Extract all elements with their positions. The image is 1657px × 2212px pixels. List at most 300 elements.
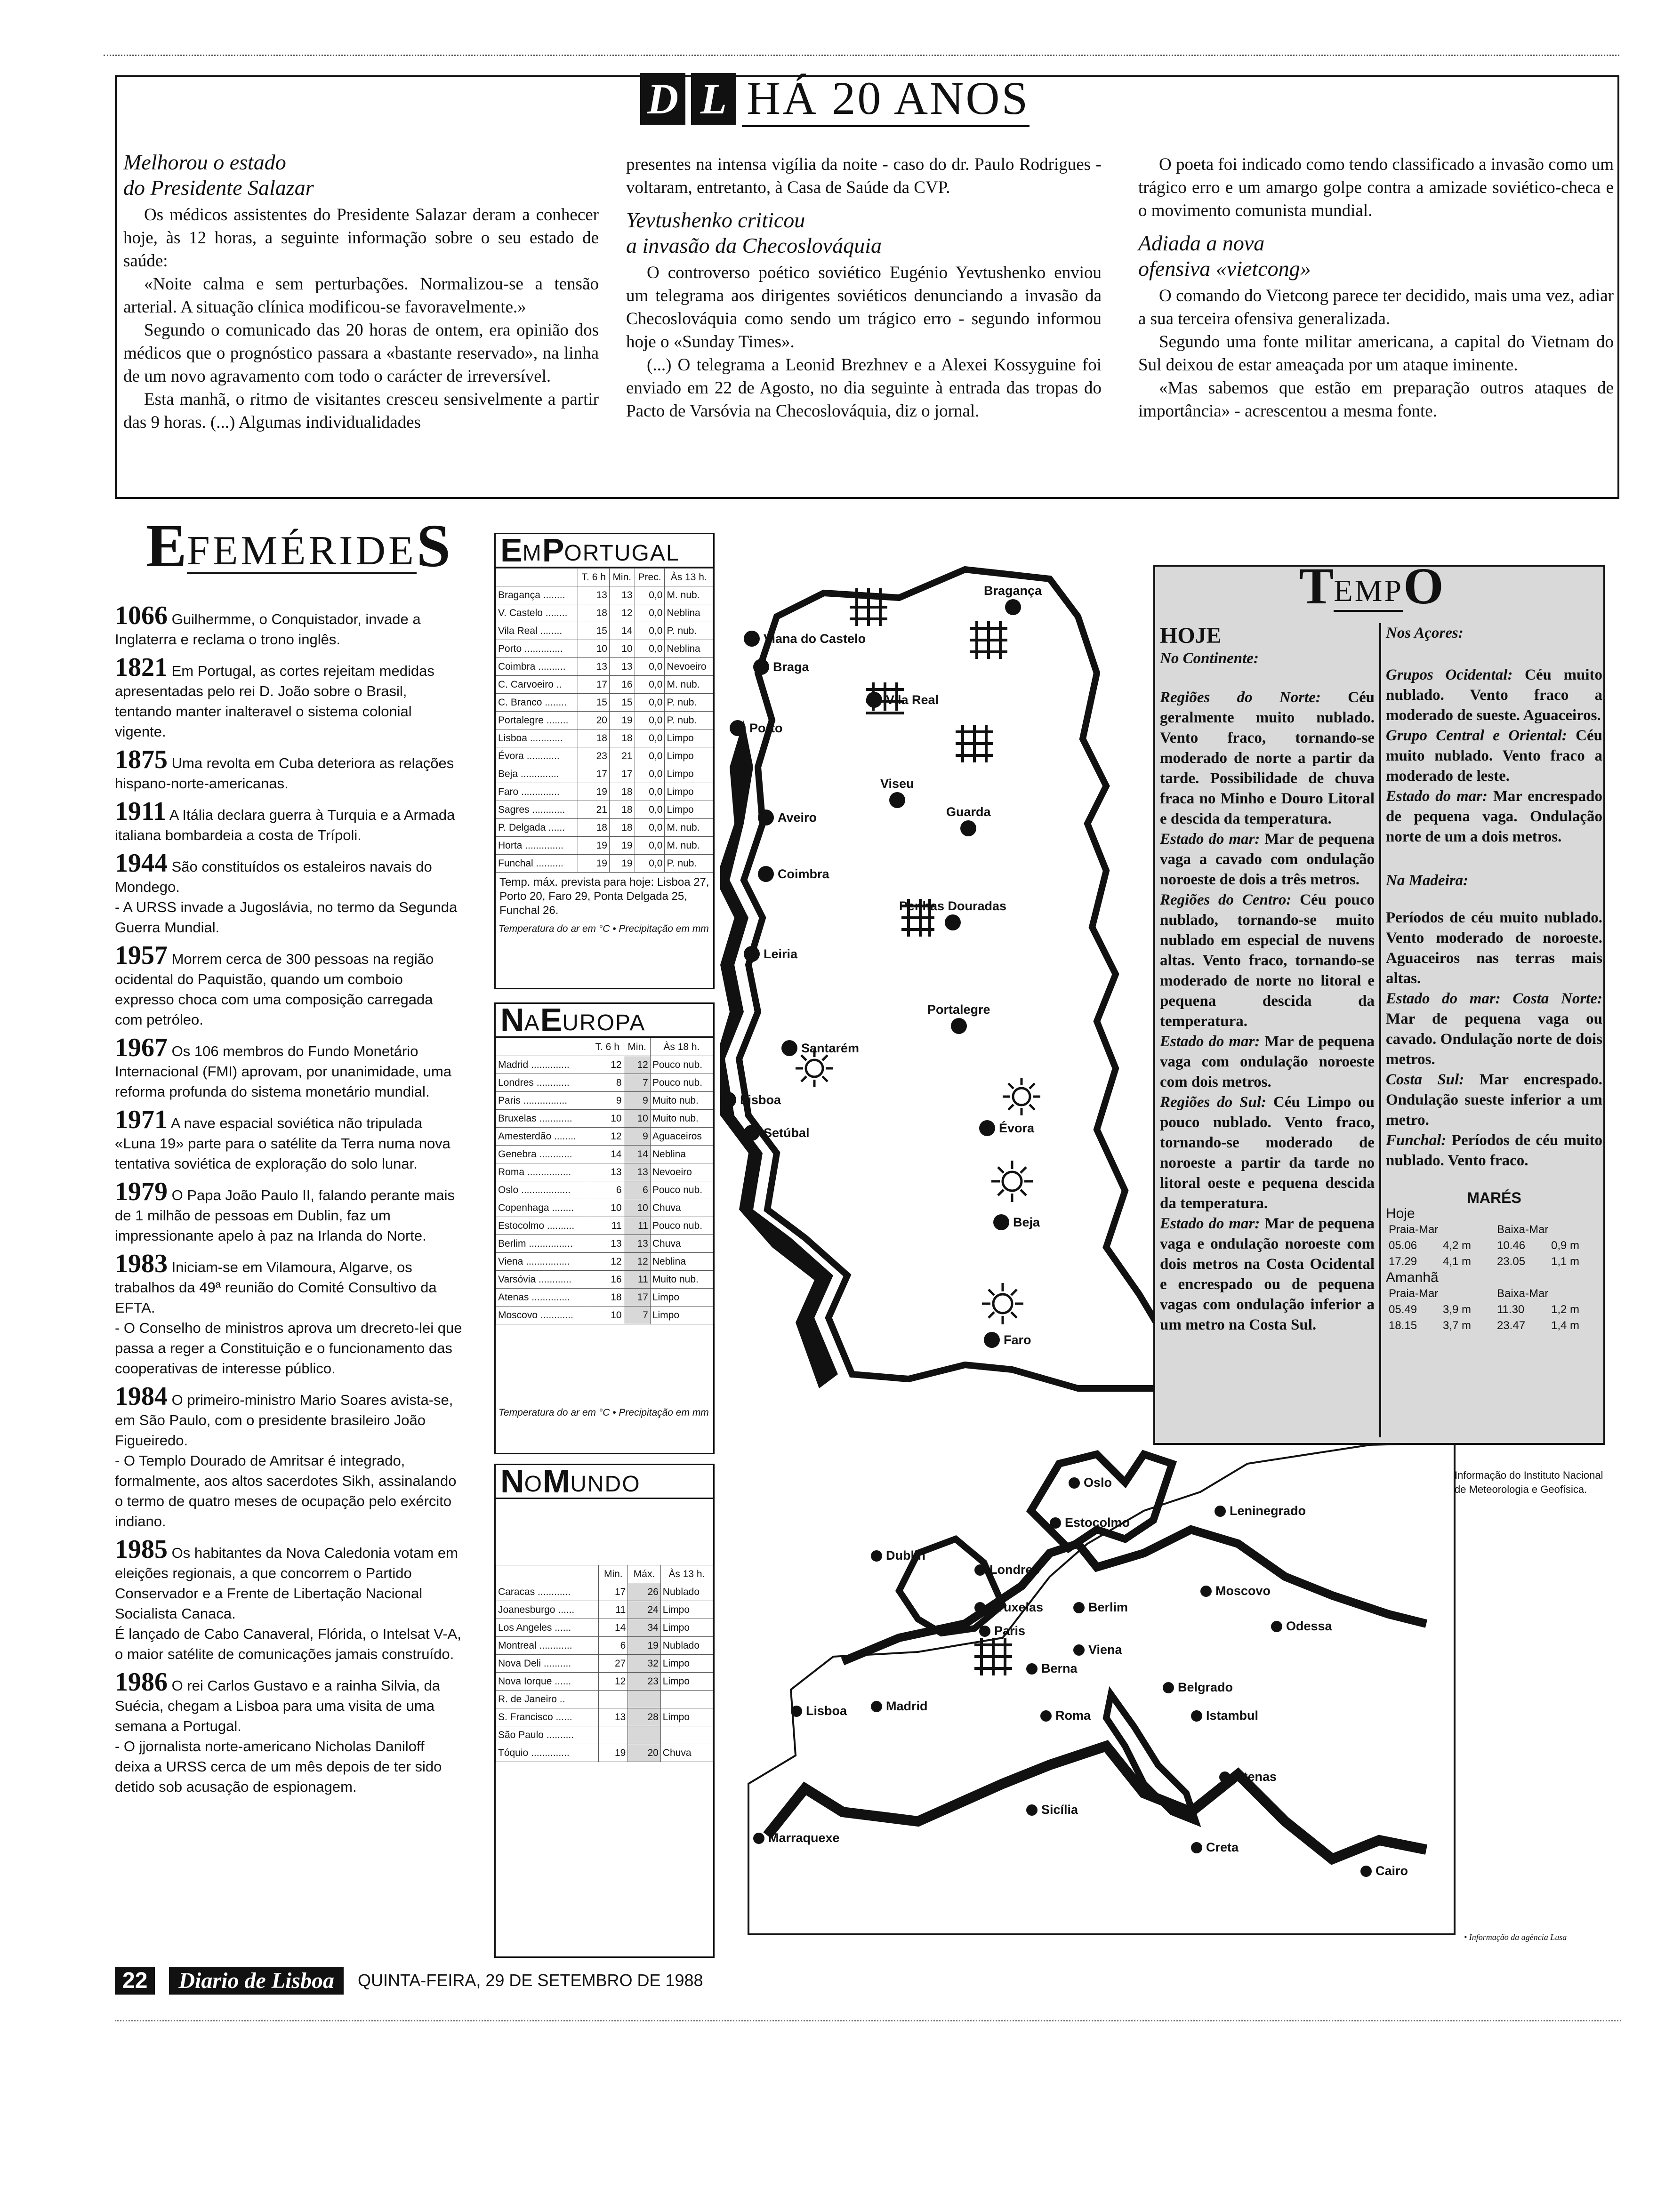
table-cell	[599, 1726, 628, 1744]
table-cell: 16	[609, 676, 635, 694]
table-cell: M. nub.	[665, 586, 713, 604]
forecast-paragraph	[1386, 1070, 1602, 1130]
efemeride-item	[115, 746, 463, 793]
city-dot	[1026, 1804, 1038, 1816]
table-row	[496, 676, 713, 694]
table-cell: 19	[628, 1637, 660, 1655]
table-row	[496, 819, 713, 837]
table-cell: 18	[578, 604, 610, 622]
table-cell: V. Castelo ........	[496, 604, 578, 622]
table-cell: Paris ................	[496, 1092, 591, 1110]
page-number: 22	[115, 1967, 155, 1995]
forecast-region: Regiões do Norte:	[1160, 689, 1321, 706]
map-city	[974, 1563, 1040, 1577]
table-row	[496, 1637, 713, 1655]
forecast-text: Céu Limpo ou pouco nublado. Vento fraco, tornando-se moderado de noroeste a partir da tarde no litoral oeste e pequena descida da temperatura.	[1160, 1094, 1375, 1212]
table-cell: Limpo	[665, 729, 713, 747]
table-cell: Los Angeles ......	[496, 1619, 599, 1637]
table-cell: Muito nub.	[650, 1092, 713, 1110]
table-cell: 0,0	[635, 676, 665, 694]
temps-note: Temp. máx. prevista para hoje: Lisboa 27, Porto 20, Faro 29, Ponta Delgada 25, Funchal 26.	[499, 876, 709, 917]
efemeride-year: 1957	[115, 941, 168, 970]
efemeride-text: - A URSS invade a Jugoslávia, no termo da Segunda Guerra Mundial.	[115, 899, 458, 936]
table-cell: 13	[624, 1163, 650, 1181]
table-cell: Sagres ............	[496, 801, 578, 819]
table-cell: Nova Iorque ......	[496, 1673, 599, 1691]
city-dot	[1005, 599, 1021, 615]
map-city	[984, 1332, 1031, 1348]
mares-row	[1386, 1318, 1602, 1334]
table-cell: Aguaceiros	[650, 1128, 713, 1146]
efemeride-year: 1983	[115, 1249, 168, 1278]
table-cell: C. Carvoeiro ..	[496, 676, 578, 694]
table-cell: Oslo ..................	[496, 1181, 591, 1199]
tempo-box	[1153, 565, 1605, 1445]
mares-cell: 4,1 m	[1443, 1255, 1472, 1268]
column-header: Às 18 h.	[650, 1038, 713, 1056]
city-label: Cairo	[1375, 1864, 1408, 1878]
map-city	[744, 946, 797, 962]
table-cell: 0,0	[635, 658, 665, 676]
table-cell: Pouco nub.	[650, 1217, 713, 1235]
column-header: Min.	[609, 569, 635, 586]
column-header: Min.	[624, 1038, 650, 1056]
city-dot	[1271, 1621, 1282, 1632]
em-portugal-title: E M P ORTUGAL	[496, 534, 713, 568]
city-label: Portalegre	[927, 1002, 990, 1017]
table-cell: 18	[609, 819, 635, 837]
table-cell: 14	[591, 1146, 624, 1163]
table-cell: 10	[578, 640, 610, 658]
table-cell: 13	[609, 586, 635, 604]
map-city	[720, 1092, 781, 1108]
city-dot	[744, 631, 760, 647]
table-cell: 13	[599, 1708, 628, 1726]
city-label: Paris	[994, 1624, 1026, 1638]
map-city	[984, 584, 1042, 615]
mares-cell: 0,9 m	[1551, 1239, 1580, 1252]
city-label: Belgrado	[1178, 1680, 1233, 1694]
table-cell: 24	[628, 1601, 660, 1619]
map-city	[781, 1040, 859, 1056]
table-row	[496, 1217, 713, 1235]
city-label: Atenas	[1234, 1770, 1277, 1784]
table-cell: 0,0	[635, 819, 665, 837]
column-header	[496, 569, 578, 586]
city-label: Santarém	[801, 1041, 860, 1055]
city-label: Leiria	[764, 946, 798, 961]
efemeride-item	[115, 654, 463, 742]
map-city	[758, 866, 829, 882]
table-row	[496, 1744, 713, 1762]
city-dot	[1040, 1710, 1052, 1722]
table-cell: 0,0	[635, 604, 665, 622]
table-row	[496, 1199, 713, 1217]
table-cell: S. Francisco ......	[496, 1708, 599, 1726]
table-cell: 18	[591, 1289, 624, 1306]
paragraph: (...) O telegrama a Leonid Brezhnev e a Alexei Kossyguine foi enviado em 22 de Agosto, no dia seguinte à entrada das tropas do Pacto de Varsóvia na Checoslováquia, diz o jornal.	[626, 355, 1102, 421]
table-row	[496, 783, 713, 801]
table-cell	[628, 1726, 660, 1744]
efemeride-year: 1984	[115, 1382, 168, 1411]
forecast-paragraph	[1160, 890, 1375, 1032]
table-cell: Chuva	[660, 1744, 713, 1762]
mares-cell: 05.49	[1389, 1303, 1417, 1316]
table-cell: 6	[624, 1181, 650, 1199]
table-cell: 19	[578, 837, 610, 855]
efemeride-text: Os 106 membros do Fundo Monetário Internacional (FMI) aprovam, por unanimidade, uma reforma profunda do sistema monetário mundial.	[115, 1043, 452, 1100]
table-row	[496, 1253, 713, 1271]
praia-mar-label: Praia-Mar	[1389, 1287, 1439, 1300]
table-cell: P. nub.	[665, 622, 713, 640]
city-dot	[1191, 1842, 1202, 1853]
paragraph: «Noite calma e sem perturbações. Normalizou-se a tensão arterial. A situação clínica modificou-se favoravelmente.»	[123, 274, 599, 317]
efemeride-text: São constituídos os estaleiros navais do Mondego.	[115, 858, 432, 895]
table-cell: Nublado	[660, 1583, 713, 1601]
table-cell: 7	[624, 1306, 650, 1324]
efemerides-list	[115, 602, 463, 1802]
table-cell: Bruxelas ............	[496, 1110, 591, 1128]
table-cell: 18	[609, 783, 635, 801]
forecast-paragraph	[1386, 665, 1602, 726]
table-cell: Montreal ............	[496, 1637, 599, 1655]
city-dot	[1215, 1506, 1226, 1517]
efemeride-text: Morrem cerca de 300 pessoas na região ocidental do Paquistão, quando um comboio expresso choca com uma composição carregada com petróleo.	[115, 951, 434, 1028]
city-label: Leninegrado	[1230, 1504, 1306, 1518]
city-label: Viena	[1088, 1643, 1122, 1657]
newspaper-name: Diario de Lisboa	[169, 1967, 344, 1995]
mares-cell: 1,2 m	[1551, 1303, 1580, 1316]
paragraph: Segundo o comunicado das 20 horas de ontem, era opinião dos médicos que o prognóstico passara a «bastante reservado», na linha de um novo agravamento com todo o carácter de irreversível.	[123, 321, 599, 386]
page-footer	[115, 1962, 1621, 1999]
mares-cell: 23.05	[1496, 1255, 1526, 1268]
table-cell: Amesterdão ........	[496, 1128, 591, 1146]
table-cell: M. nub.	[665, 837, 713, 855]
map-city	[1271, 1619, 1332, 1634]
city-dot	[1360, 1866, 1372, 1877]
table-cell: 19	[599, 1744, 628, 1762]
table-cell: 14	[624, 1146, 650, 1163]
city-dot	[753, 1833, 764, 1844]
city-dot	[730, 720, 746, 736]
city-label: Viseu	[880, 777, 914, 791]
table-cell: 17	[624, 1289, 650, 1306]
table-cell: 32	[628, 1655, 660, 1673]
mares-cell: 05.06	[1389, 1239, 1417, 1252]
forecast-text: Céu muito nublado. Vento fraco a moderado de leste.	[1386, 727, 1602, 785]
table-cell: 13	[624, 1235, 650, 1253]
table-cell: 19	[578, 855, 610, 873]
table-cell: C. Branco ........	[496, 694, 578, 712]
mares-cell: 3,7 m	[1443, 1319, 1472, 1332]
table-row	[496, 837, 713, 855]
em-portugal-box	[494, 533, 715, 989]
table-row	[496, 1655, 713, 1673]
table-cell: 9	[624, 1092, 650, 1110]
forecast-region: Grupo Central e Oriental:	[1386, 727, 1567, 744]
table-row	[496, 1691, 713, 1708]
em-portugal-table	[496, 568, 713, 873]
table-cell: São Paulo ..........	[496, 1726, 599, 1744]
tempo-left: HOJE No Continente: Regiões do Norte: Céu geralmente muito nublado. Vento fraco, tornando-se moderado de norte a partir da tarde. Possibilidade de chuva fraca no Minho e Douro Litoral e descida da temperatura. Estado do mar: Mar de pequena vaga a cavado com ondulação noroeste de dois a três metros. Regiões do Centro: Céu pouco nublado, tornando-se muito nublado em especial de nuvens altas. Vento fraco, tornando-se moderado de norte no litoral e pequena descida da temperatura. Estado do mar: Mar de pequena vaga com ondulação noroeste com dois metros. Regiões do Sul: Céu Limpo ou pouco nublado. Vento fraco, tornando-se moderado de noroeste a partir da tarde no litoral oeste e pequena descida da temperatura. Estado do mar: Mar de pequena vaga e ondulação noroeste com dois metros na Costa Ocidental e encrespado ou de pequena vagas com ondulação inferior a um metro na Costa Sul.	[1160, 623, 1375, 1335]
mares-cell: 18.15	[1389, 1319, 1417, 1332]
table-row	[496, 729, 713, 747]
efemeride-item	[115, 1383, 463, 1531]
table-cell: M. nub.	[665, 676, 713, 694]
efemeride-text: Os habitantes da Nova Caledonia votam em eleições regionais, a que concorrem o Partido Conservador e a Frente de Libertação Nacional Socialista Canaca.	[115, 1545, 458, 1622]
table-cell: 20	[628, 1744, 660, 1762]
city-dot	[871, 1550, 882, 1562]
map-city	[1215, 1504, 1306, 1518]
city-label: Beja	[1013, 1215, 1040, 1229]
table-cell: Limpo	[660, 1655, 713, 1673]
forecast-paragraph	[1386, 1130, 1602, 1171]
table-cell: Nublado	[660, 1637, 713, 1655]
city-label: Dublin	[886, 1548, 925, 1563]
table-row	[496, 712, 713, 729]
city-label: Viana do Castelo	[764, 631, 866, 646]
city-dot	[720, 1092, 736, 1108]
efemeride-text: Uma revolta em Cuba deteriora as relações hispano-norte-americanas.	[115, 755, 454, 792]
table-cell: 12	[591, 1253, 624, 1271]
table-cell: Horta ..............	[496, 837, 578, 855]
table-cell: Atenas ..............	[496, 1289, 591, 1306]
table-cell: 6	[599, 1637, 628, 1655]
table-cell: 18	[578, 729, 610, 747]
efemeride-item	[115, 1106, 463, 1174]
tempo-right: Nos Açores: Grupos Ocidental: Céu muito nublado. Vento fraco a moderado de sueste. Aguaceiros. Grupo Central e Oriental: Céu muito nublado. Vento fraco a moderado de leste. Estado do mar: Mar encrespado de pequena vaga. Ondulação norte de um a dois metros. Na Madeira: Períodos de céu muito nublado. Vento moderado de noroeste. Aguaceiros nas terras mais altas. Estado do mar: Costa Norte: Mar de pequena vaga ou cavado. Ondulação norte de dois metros. Costa Sul: Mar encrespado. Ondulação sueste inferior a um metro. Funchal: Períodos de céu muito nublado. Vento fraco. MARÉS Hoje Praia-Mar Baixa-Mar 05.06 4,2 m 10.46 0,9 m 17.29 4,1 m 23.05 1,1 m Amanhã Praia-Mar Baixa-Mar 05.49 3,9 m 11.30 1,2 m 18.15 3,7 m 23.47 1,4 m	[1386, 623, 1602, 1334]
city-dot	[744, 1125, 760, 1141]
table-cell: Joanesburgo ......	[496, 1601, 599, 1619]
city-label: Estocolmo	[1065, 1515, 1130, 1530]
h20-col-3	[1138, 153, 1614, 423]
table-cell: Berlim ................	[496, 1235, 591, 1253]
mares-cell: 4,2 m	[1443, 1239, 1472, 1252]
forecast-text: Céu muito nublado. Vento fraco a moderado de sueste. Aguaceiros.	[1386, 666, 1602, 724]
efemeride-text: - O Conselho de ministros aprova um drecreto-lei que passa a reger a Constituição e o funcionamento das cooperativas de interesse público.	[115, 1320, 462, 1377]
city-dot	[758, 809, 774, 825]
forecast-region: Funchal:	[1386, 1132, 1447, 1149]
table-cell: Nevoeiro	[665, 658, 713, 676]
table-cell: Lisboa ............	[496, 729, 578, 747]
no-mundo-title: N O M UNDO	[496, 1465, 713, 1499]
table-cell	[660, 1726, 713, 1744]
table-cell: P. nub.	[665, 855, 713, 873]
mares: MARÉS Hoje Praia-Mar Baixa-Mar 05.06 4,2 m 10.46 0,9 m 17.29 4,1 m 23.05 1,1 m Amanhã Praia-Mar Baixa-Mar 05.49 3,9 m 11.30 1,2 m 18.15 3,7 m 23.47 1,4 m	[1386, 1190, 1602, 1334]
city-dot	[993, 1214, 1009, 1230]
table-cell: 13	[591, 1163, 624, 1181]
efemeride-year: 1911	[115, 797, 166, 826]
city-label: Odessa	[1286, 1619, 1332, 1633]
bottom-rule	[115, 2020, 1621, 2021]
section-title: HÁ 20 ANOS	[742, 71, 1030, 127]
table-cell: Limpo	[665, 783, 713, 801]
efemeride-text: O primeiro-ministro Mario Soares avista-se, em São Paulo, com o presidente brasileiro João Figueiredo.	[115, 1392, 453, 1449]
table-cell: Funchal ..........	[496, 855, 578, 873]
city-dot	[781, 1040, 797, 1056]
table-cell: Limpo	[650, 1306, 713, 1324]
forecast-text: Mar encrespado de pequena vaga. Ondulação norte de um a dois metros.	[1386, 788, 1602, 845]
city-dot	[984, 1332, 1000, 1348]
praia-mar-label: Praia-Mar	[1389, 1223, 1439, 1236]
table-cell: 10	[591, 1110, 624, 1128]
city-dot	[1219, 1771, 1231, 1783]
table-cell: 20	[578, 712, 610, 729]
city-label: Setúbal	[764, 1125, 810, 1140]
map-city	[1069, 1475, 1112, 1490]
city-label: Oslo	[1084, 1475, 1112, 1490]
forecast-text: Períodos de céu muito nublado. Vento moderado de noroeste. Aguaceiros nas terras mais altas.	[1386, 909, 1602, 987]
table-cell: 0,0	[635, 640, 665, 658]
city-dot	[960, 820, 976, 836]
map-city	[1073, 1600, 1128, 1615]
table-cell: 0,0	[635, 765, 665, 783]
table-cell: Bragança ........	[496, 586, 578, 604]
table-cell: 11	[624, 1271, 650, 1289]
column-header: Às 13 h.	[665, 569, 713, 586]
table-row	[496, 1619, 713, 1637]
table-cell: Limpo	[665, 765, 713, 783]
paragraph: O poeta foi indicado como tendo classificado a invasão como um trágico erro e um amargo golpe contra a amizade soviético-checa e o movimento comunista mundial.	[1138, 155, 1614, 220]
city-label: Guarda	[946, 805, 991, 819]
paragraph: O comando do Vietcong parece ter decidido, mais uma vez, adiar a sua terceira ofensiva generalizada.	[1138, 286, 1614, 329]
city-label: Bragança	[984, 584, 1042, 598]
table-row	[496, 1235, 713, 1253]
table-cell	[660, 1691, 713, 1708]
map-city	[866, 692, 939, 708]
map-city	[1040, 1708, 1091, 1723]
table-cell: 13	[578, 586, 610, 604]
map-city	[979, 1120, 1034, 1136]
city-dot	[744, 946, 760, 962]
map-city	[744, 1125, 810, 1141]
forecast-region: Estado do mar:	[1386, 788, 1488, 805]
mares-cell: 1,1 m	[1551, 1255, 1580, 1268]
na-europa-title: N A E UROPA	[496, 1004, 713, 1038]
forecast-text: Mar de pequena vaga a cavado com ondulação noroeste de dois a três metros.	[1160, 831, 1375, 888]
city-dot	[889, 792, 905, 808]
map-city	[1073, 1643, 1122, 1657]
table-cell: 26	[628, 1583, 660, 1601]
table-cell: 9	[591, 1092, 624, 1110]
efemeride-year: 1979	[115, 1177, 168, 1206]
efemeride-text: Guilhermme, o Conquistador, invade a Inglaterra e reclama o trono inglês.	[115, 611, 421, 648]
table-cell: 27	[599, 1655, 628, 1673]
efemeride-text: A nave espacial soviética não tripulada «Luna 19» parte para o satélite da Terra numa nova tentativa soviética de exploração do solo lunar.	[115, 1115, 450, 1172]
efemeride-text: O rei Carlos Gustavo e a rainha Silvia, da Suécia, chegam a Lisboa para uma visita de uma semana a Portugal.	[115, 1677, 440, 1734]
city-label: Istambul	[1206, 1708, 1259, 1723]
table-cell: Estocolmo ..........	[496, 1217, 591, 1235]
ha-20-anos-header	[640, 71, 1030, 127]
table-cell: Varsóvia ............	[496, 1271, 591, 1289]
table-cell: 10	[624, 1199, 650, 1217]
table-cell: 12	[609, 604, 635, 622]
city-dot	[979, 1120, 995, 1136]
map-city	[730, 720, 783, 736]
forecast-text: Mar encrespado. Ondulação sueste inferior a um metro.	[1386, 1071, 1602, 1129]
forecast-paragraph	[1160, 1214, 1375, 1335]
city-dot	[974, 1602, 986, 1613]
table-cell: Tóquio ..............	[496, 1744, 599, 1762]
table-cell: 10	[609, 640, 635, 658]
legend: Temperatura do ar em °C • Precipitação em mm	[499, 1407, 709, 1418]
efemeride-text: Iniciam-se em Vilamoura, Algarve, os trabalhos da 49ª reunião do Comité Consultivo da EFTA.	[115, 1259, 437, 1316]
table-cell: Faro ..............	[496, 783, 578, 801]
table-cell: 18	[609, 729, 635, 747]
table-cell: 19	[609, 855, 635, 873]
city-dot	[1050, 1517, 1061, 1529]
table-cell: 0,0	[635, 747, 665, 765]
paragraph: Os médicos assistentes do Presidente Salazar deram a conhecer hoje, às 12 horas, a seguinte informação sobre o seu estado de saúde:	[123, 205, 599, 271]
forecast-paragraph	[1386, 786, 1602, 847]
table-cell: P. Delgada ......	[496, 819, 578, 837]
table-cell: Pouco nub.	[650, 1074, 713, 1092]
paragraph: presentes na intensa vigília da noite - caso do dr. Paulo Rodrigues - voltaram, entretanto, à Casa de Saúde da CVP.	[626, 155, 1102, 197]
map-city	[1200, 1584, 1271, 1598]
table-cell: Limpo	[660, 1601, 713, 1619]
forecast-region: Regiões do Sul:	[1160, 1094, 1267, 1111]
map-city	[1219, 1770, 1277, 1784]
table-cell: 19	[578, 783, 610, 801]
table-cell: 13	[591, 1235, 624, 1253]
city-label: Faro	[1004, 1332, 1031, 1347]
table-cell: 19	[609, 837, 635, 855]
baixa-mar-label: Baixa-Mar	[1496, 1223, 1549, 1236]
table-row	[496, 586, 713, 604]
table-cell: 0,0	[635, 622, 665, 640]
table-cell: 8	[591, 1074, 624, 1092]
forecast-region: Estado do mar:	[1160, 831, 1260, 848]
map-city	[744, 631, 866, 647]
table-cell: 15	[578, 694, 610, 712]
forecast-region: Estado do mar:	[1160, 1033, 1260, 1050]
city-label: Coimbra	[778, 866, 829, 881]
mares-cell: 10.46	[1496, 1239, 1526, 1252]
map-city	[946, 805, 991, 836]
map-city	[927, 1002, 990, 1034]
map-city	[1026, 1661, 1078, 1676]
table-row	[496, 658, 713, 676]
table-cell: Chuva	[650, 1199, 713, 1217]
table-row	[496, 855, 713, 873]
forecast-text: Céu pouco nublado, tornando-se muito nublado em especial de nuvens altas. Vento fraco, tornando-se moderado de norte no litoral e pequena descida da temperatura.	[1160, 891, 1375, 1030]
table-cell: Limpo	[650, 1289, 713, 1306]
efemeride-item	[115, 942, 463, 1030]
table-cell: P. nub.	[665, 694, 713, 712]
city-label: Moscovo	[1215, 1584, 1271, 1598]
column-header	[496, 1038, 591, 1056]
table-cell: Madrid ..............	[496, 1056, 591, 1074]
forecast-paragraph	[1386, 908, 1602, 989]
mares-cell: 17.29	[1389, 1255, 1417, 1268]
map-city	[753, 659, 809, 675]
table-row	[496, 1271, 713, 1289]
efemeride-item	[115, 798, 463, 845]
table-row	[496, 1128, 713, 1146]
table-row	[496, 1163, 713, 1181]
table-row	[496, 694, 713, 712]
table-row	[496, 801, 713, 819]
table-cell: Coimbra ..........	[496, 658, 578, 676]
na-europa-table	[496, 1038, 713, 1324]
table-cell: 14	[599, 1619, 628, 1637]
table-cell: Limpo	[660, 1708, 713, 1726]
map-city	[1050, 1515, 1130, 1530]
forecast-paragraph	[1386, 726, 1602, 786]
table-cell: 0,0	[635, 855, 665, 873]
efemeride-year: 1986	[115, 1667, 168, 1697]
efemeride-year: 1066	[115, 601, 168, 630]
